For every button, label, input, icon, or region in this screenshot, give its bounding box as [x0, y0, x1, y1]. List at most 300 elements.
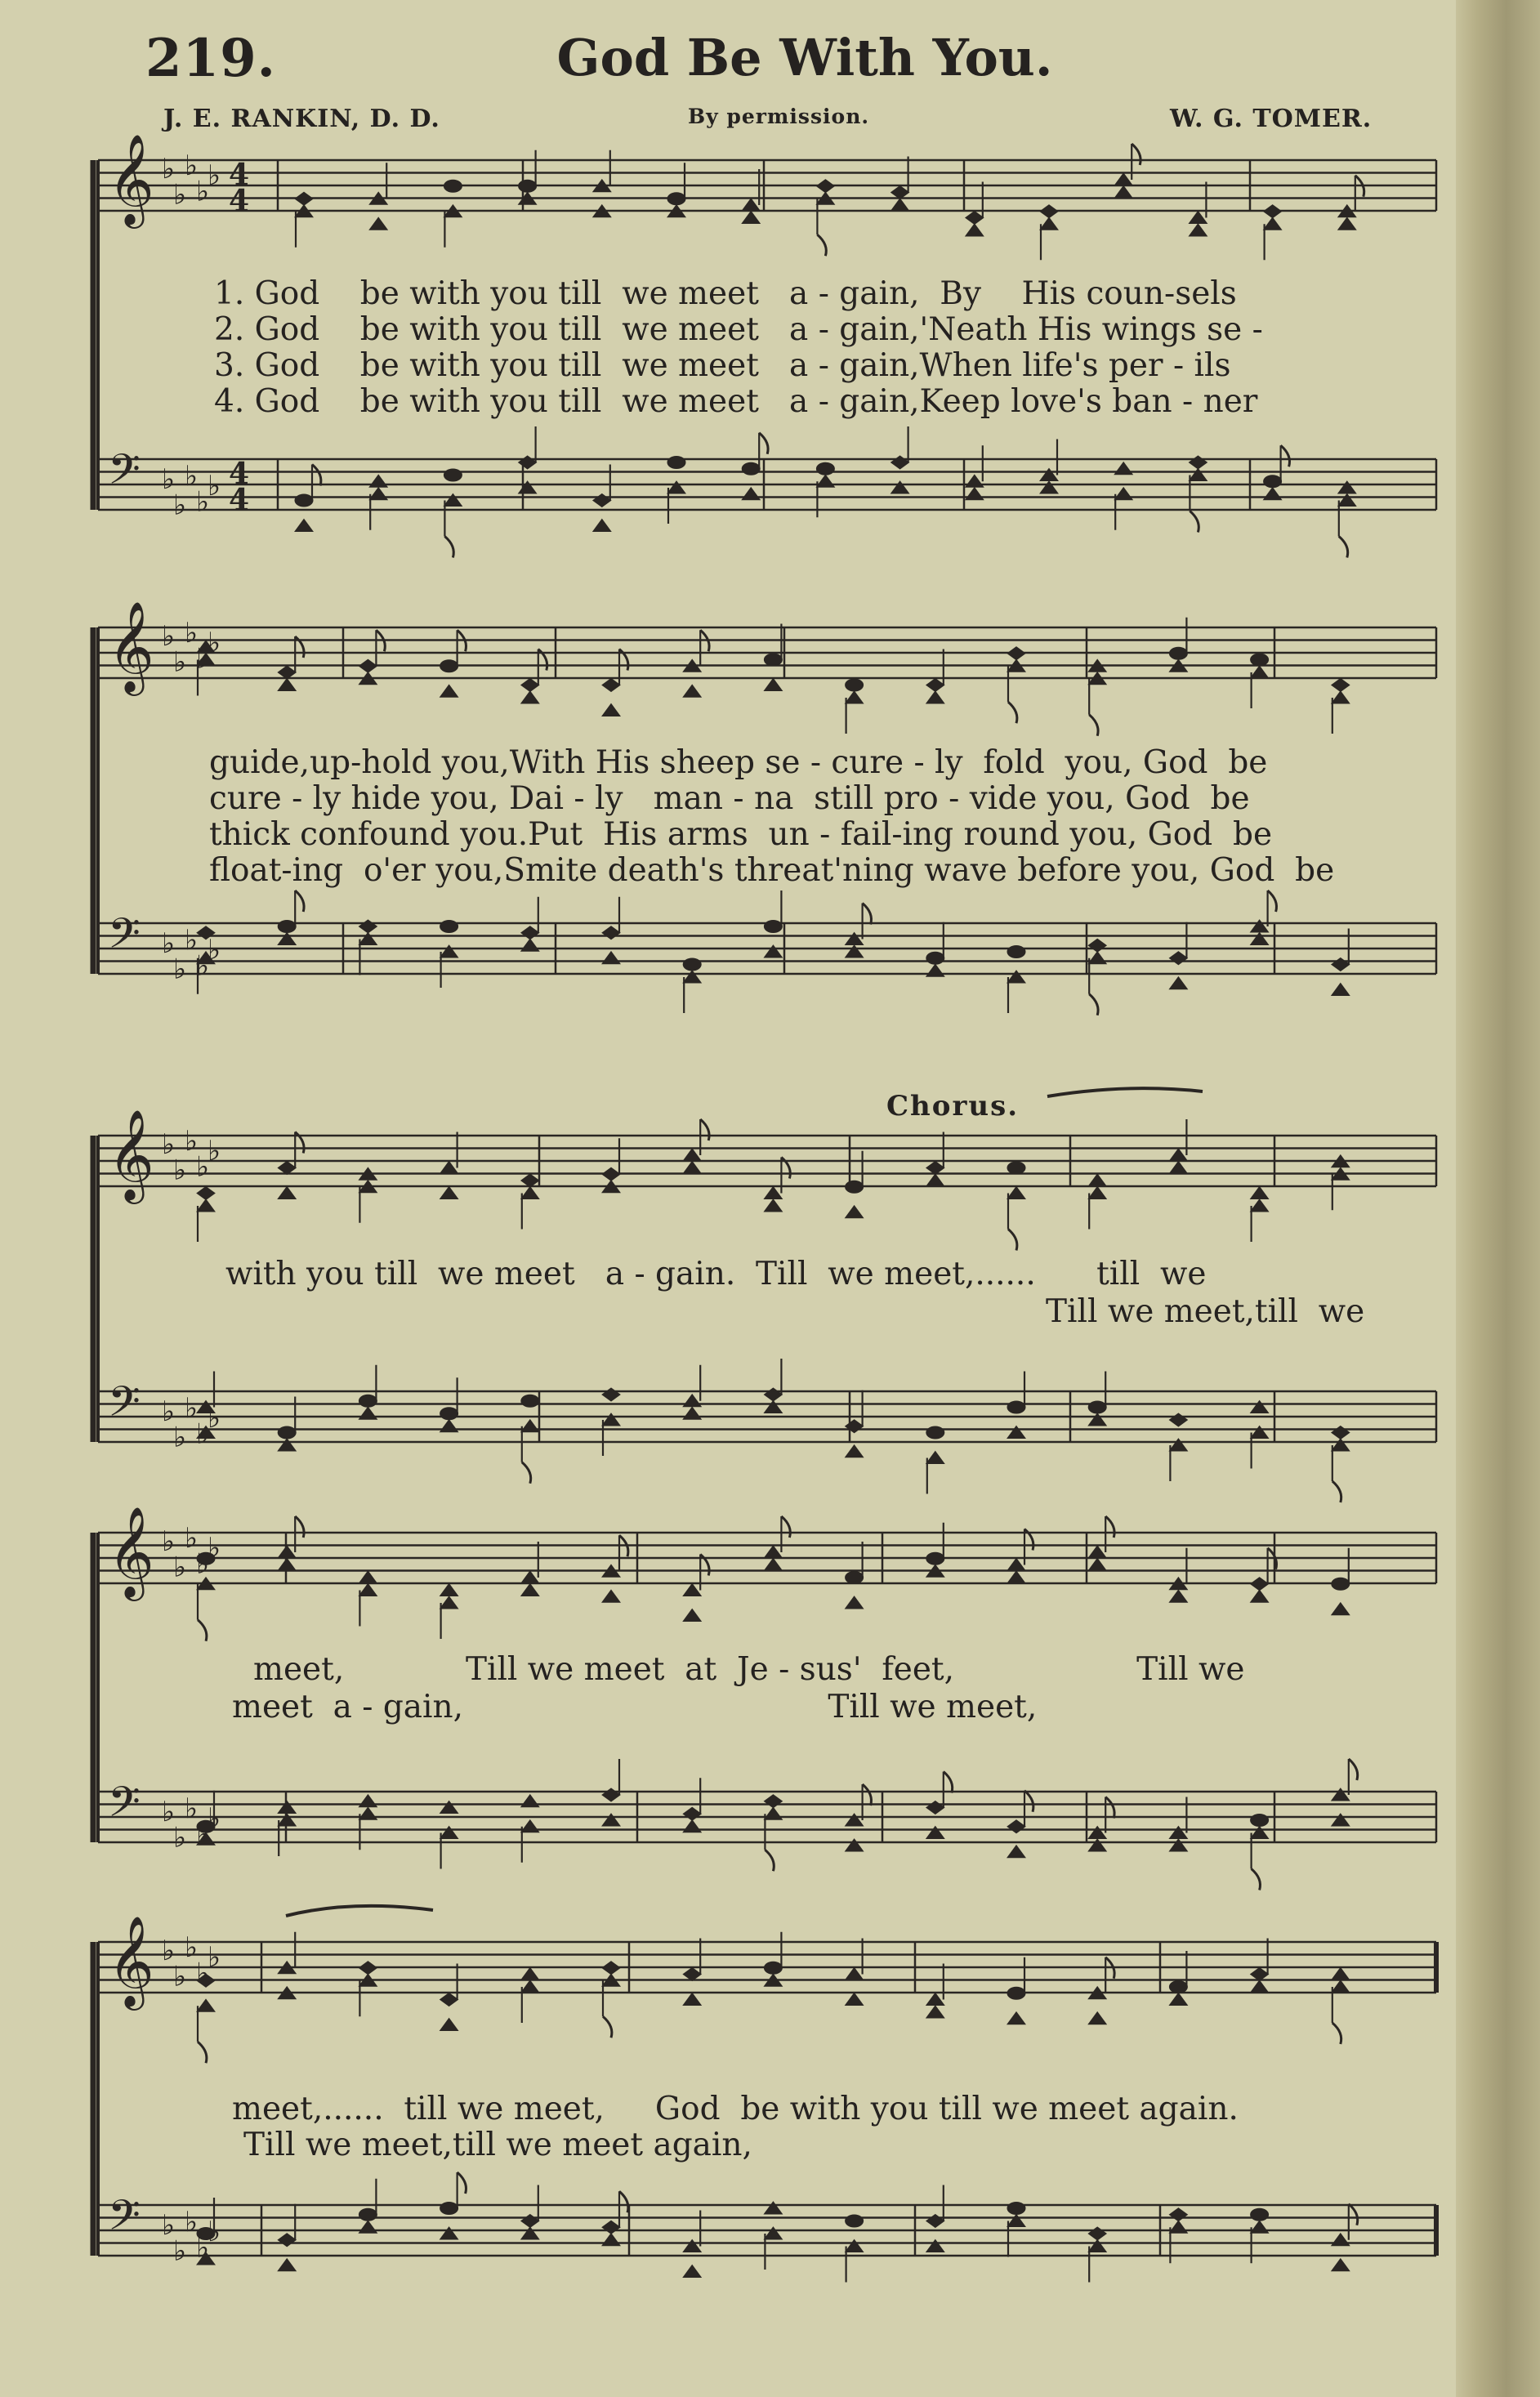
bass-clef: 𝄢	[108, 1377, 141, 1436]
note-head	[197, 1199, 215, 1212]
note-head	[369, 217, 387, 230]
note-flag	[1089, 715, 1098, 736]
note-head	[846, 945, 864, 957]
note-head	[1169, 1413, 1187, 1426]
note-head	[1264, 217, 1282, 230]
note-head	[966, 488, 984, 500]
note-head	[683, 1968, 701, 1981]
flat-sign: ♭	[208, 1801, 221, 1835]
bass-clef: 𝄢	[108, 908, 141, 968]
note-head	[926, 964, 944, 976]
note-head	[764, 1962, 782, 1974]
note-head	[521, 1571, 539, 1583]
note-head	[1169, 2221, 1187, 2233]
flat-sign: ♭	[162, 2209, 176, 2242]
flat-sign: ♭	[196, 2231, 210, 2265]
flat-sign: ♭	[196, 1957, 210, 1990]
note-head	[683, 1807, 701, 1820]
note-head	[278, 666, 296, 679]
note-flag	[1339, 537, 1348, 558]
note-head	[683, 1395, 701, 1407]
note-head	[602, 704, 620, 716]
slur	[286, 1906, 433, 1916]
bass-staff	[98, 1391, 1436, 1442]
note-head	[521, 2227, 539, 2239]
flat-sign: ♭	[196, 175, 210, 208]
flat-sign: ♭	[196, 642, 210, 676]
note-head	[926, 1552, 944, 1565]
flat-sign: ♭	[185, 1125, 199, 1158]
note-flag	[1089, 994, 1098, 1015]
note-head	[1040, 469, 1058, 481]
note-head	[1338, 217, 1356, 230]
treble-clef: 𝄞	[108, 1506, 154, 1597]
treble-clef: 𝄞	[108, 1915, 154, 2006]
note-head	[602, 1962, 620, 1975]
note-head	[1007, 2012, 1025, 2024]
note-head	[891, 481, 909, 493]
treble-staff	[98, 1136, 1436, 1186]
note-flag	[1190, 511, 1199, 533]
note-head	[764, 679, 782, 691]
chorus-label: Chorus.	[886, 1090, 1020, 1123]
time-signature-bottom: 4	[229, 184, 250, 218]
note-head	[197, 1187, 215, 1200]
note-head	[440, 2203, 458, 2215]
verse2-line-system2: cure - ly hide you, Dai - ly man - na still pro - vide you, God be	[209, 780, 1250, 817]
note-head	[1088, 1401, 1106, 1413]
note-head	[1007, 1162, 1025, 1174]
note-flag	[700, 1119, 709, 1140]
note-head	[683, 1162, 701, 1174]
note-head	[602, 2221, 620, 2234]
note-head	[1251, 1426, 1269, 1439]
note-flag	[1008, 702, 1017, 723]
note-head	[846, 679, 864, 691]
note-head	[1189, 456, 1207, 469]
note-head	[764, 1807, 782, 1819]
note-head	[1251, 1590, 1269, 1602]
note-head	[1332, 679, 1350, 692]
note-head	[1007, 946, 1025, 958]
note-head	[444, 494, 462, 507]
note-head	[1088, 1174, 1106, 1186]
note-head	[742, 488, 760, 500]
note-head	[1251, 1814, 1269, 1827]
note-head	[764, 1388, 782, 1401]
note-head	[1088, 2012, 1106, 2024]
note-head	[278, 1814, 296, 1826]
treble-staff	[98, 160, 1436, 211]
note-head	[764, 2202, 782, 2214]
note-head	[1007, 1820, 1025, 1833]
note-head	[359, 2221, 377, 2233]
note-head	[1169, 952, 1187, 965]
note-head	[602, 679, 620, 692]
note-head	[846, 2215, 864, 2227]
note-head	[926, 1452, 944, 1464]
note-head	[521, 1980, 539, 1993]
note-head	[1169, 1839, 1187, 1851]
note-head	[519, 456, 537, 469]
note-head	[1088, 1187, 1106, 1199]
note-head	[1040, 205, 1058, 218]
note-head	[683, 971, 701, 983]
note-flag	[781, 1516, 790, 1538]
note-head	[521, 2215, 539, 2228]
flat-sign: ♭	[162, 1395, 176, 1428]
note-head	[1007, 1401, 1025, 1413]
note-head	[1169, 977, 1187, 989]
note-head	[846, 1814, 864, 1826]
flat-sign: ♭	[173, 1551, 187, 1584]
note-head	[1338, 494, 1356, 507]
note-head	[440, 1408, 458, 1420]
note-head	[1088, 2227, 1106, 2240]
verse4-line-system1: 4. God be with you till we meet a - gain,Keep love's ban - ner	[214, 383, 1258, 420]
note-head	[1332, 958, 1350, 971]
note-head	[846, 2240, 864, 2252]
note-head	[764, 1559, 782, 1571]
note-head	[295, 192, 313, 205]
note-head	[683, 1820, 701, 1832]
note-head	[1007, 1559, 1025, 1571]
note-head	[1007, 1846, 1025, 1858]
note-head	[278, 1162, 296, 1175]
note-head	[926, 1162, 944, 1175]
note-head	[742, 462, 760, 475]
verse2-line-system1: 2. God be with you till we meet a - gain,'Neath His wings se -	[214, 311, 1263, 348]
flat-sign: ♭	[173, 1154, 187, 1187]
flat-sign: ♭	[185, 2206, 199, 2239]
note-head	[1007, 1571, 1025, 1583]
note-head	[846, 1839, 864, 1851]
note-head	[846, 933, 864, 945]
note-head	[521, 1820, 539, 1832]
note-head	[440, 1187, 458, 1199]
flat-sign: ♭	[208, 933, 221, 966]
note-head	[1007, 1426, 1025, 1439]
note-flag	[863, 1784, 872, 1806]
note-head	[1264, 475, 1282, 488]
flat-sign: ♭	[162, 1128, 176, 1161]
flat-sign: ♭	[208, 469, 221, 502]
flat-sign: ♭	[173, 178, 187, 212]
note-head	[602, 1788, 620, 1801]
note-head	[359, 1571, 377, 1583]
note-head	[278, 1187, 296, 1199]
bass-clef: 𝄢	[108, 444, 141, 504]
flat-sign: ♭	[173, 1960, 187, 1993]
note-flag	[603, 2016, 612, 2038]
note-head	[593, 520, 611, 532]
note-head	[602, 1590, 620, 1602]
note-head	[278, 1439, 296, 1451]
note-head	[521, 1795, 539, 1807]
flat-sign: ♭	[162, 1525, 176, 1558]
note-head	[521, 1395, 539, 1407]
note-flag	[198, 2042, 207, 2063]
note-head	[1169, 1439, 1187, 1451]
note-head	[1332, 2234, 1350, 2246]
note-head	[683, 1584, 701, 1596]
note-head	[683, 1149, 701, 1161]
note-head	[440, 1162, 458, 1174]
note-head	[1169, 1993, 1187, 2006]
note-head	[926, 2240, 944, 2252]
treble-staff	[98, 627, 1436, 678]
note-head	[519, 180, 537, 192]
note-head	[764, 921, 782, 933]
note-head	[926, 1993, 944, 2006]
flat-sign: ♭	[185, 1931, 199, 1965]
note-head	[1332, 1788, 1350, 1801]
note-head	[295, 494, 313, 507]
note-head	[966, 212, 984, 225]
note-head	[1088, 1413, 1106, 1426]
note-head	[278, 2234, 296, 2247]
note-flag	[1332, 2023, 1341, 2044]
note-head	[926, 1426, 944, 1439]
note-head	[846, 1596, 864, 1609]
note-flag	[1281, 445, 1290, 466]
note-head	[846, 1181, 864, 1193]
note-head	[816, 475, 834, 487]
note-flag	[619, 2191, 628, 2212]
note-head	[519, 481, 537, 493]
flat-sign: ♭	[173, 645, 187, 679]
note-head	[440, 1827, 458, 1839]
note-head	[1332, 2259, 1350, 2271]
note-head	[1332, 1603, 1350, 1615]
note-head	[667, 457, 685, 469]
note-head	[846, 1968, 864, 1980]
flat-sign: ♭	[208, 1940, 221, 1974]
note-head	[891, 186, 909, 199]
slur	[1047, 1088, 1203, 1096]
note-flag	[1252, 1869, 1261, 1890]
flat-sign: ♭	[173, 489, 187, 522]
note-head	[278, 679, 296, 691]
note-head	[369, 488, 387, 500]
note-head	[278, 921, 296, 933]
note-head	[846, 691, 864, 703]
note-head	[278, 1546, 296, 1558]
flat-sign: ♭	[162, 927, 176, 960]
flat-sign: ♭	[173, 1821, 187, 1855]
note-head	[1114, 488, 1132, 500]
note-head	[764, 1187, 782, 1199]
verse1-line-system2: guide,up-hold you,With His sheep se - cure - ly fold you, God be	[209, 744, 1268, 781]
note-head	[521, 679, 539, 692]
note-head	[1007, 2215, 1025, 2227]
note-head	[602, 1167, 620, 1181]
note-head	[1251, 1199, 1269, 1212]
note-head	[1332, 1426, 1350, 1440]
note-head	[1040, 481, 1058, 493]
note-head	[278, 1559, 296, 1571]
note-head	[521, 1584, 539, 1596]
flat-sign: ♭	[185, 460, 199, 493]
note-head	[602, 952, 620, 964]
note-head	[1088, 939, 1106, 952]
note-flag	[295, 1516, 304, 1538]
chorus-line-system4: meet, Till we meet at Je - sus' feet, Till we	[253, 1651, 1245, 1688]
chorus-echo-system3: Till we meet,till we	[1046, 1293, 1365, 1330]
note-head	[846, 1993, 864, 2006]
note-head	[359, 1795, 377, 1807]
note-flag	[1332, 1481, 1341, 1502]
chorus-echo-system4: meet a - gain, Till we meet,	[232, 1689, 1038, 1725]
note-head	[1169, 647, 1187, 659]
note-head	[1169, 2208, 1187, 2221]
note-head	[1251, 1187, 1269, 1199]
flat-sign: ♭	[173, 1421, 187, 1454]
note-head	[1169, 1162, 1187, 1174]
note-flag	[1268, 891, 1277, 912]
note-head	[1264, 488, 1282, 500]
time-signature-top: 4	[229, 457, 250, 491]
note-head	[1251, 1968, 1269, 1981]
note-head	[764, 1401, 782, 1413]
time-signature-top: 4	[229, 158, 250, 192]
note-head	[440, 921, 458, 933]
note-head	[1338, 481, 1356, 493]
note-head	[1251, 1578, 1269, 1591]
note-head	[359, 1807, 377, 1819]
note-head	[683, 958, 701, 971]
flat-sign: ♭	[185, 617, 199, 650]
note-head	[764, 2227, 782, 2239]
note-head	[278, 1426, 296, 1439]
flat-sign: ♭	[173, 2234, 187, 2268]
chorus-echo-system5: Till we meet,till we meet again,	[243, 2127, 752, 2163]
note-flag	[312, 465, 321, 486]
note-flag	[1349, 1759, 1358, 1780]
note-head	[1169, 1981, 1187, 1993]
note-head	[278, 1801, 296, 1814]
flat-sign: ♭	[185, 1522, 199, 1556]
note-head	[521, 939, 539, 951]
note-head	[1251, 1401, 1269, 1413]
note-head	[764, 654, 782, 666]
note-head	[444, 469, 462, 481]
note-head	[440, 2019, 458, 2031]
note-head	[1251, 933, 1269, 945]
note-head	[602, 926, 620, 940]
note-head	[683, 2265, 701, 2278]
note-head	[359, 1395, 377, 1407]
note-head	[1332, 1968, 1350, 1980]
note-head	[521, 1420, 539, 1432]
note-head	[1169, 1149, 1187, 1161]
note-head	[1088, 1559, 1106, 1571]
note-head	[846, 1572, 864, 1584]
note-head	[846, 1445, 864, 1457]
note-head	[966, 224, 984, 236]
note-flag	[1008, 1230, 1017, 1251]
note-head	[1088, 2240, 1106, 2252]
note-head	[1332, 984, 1350, 996]
chorus-line-system5: meet,...... till we meet, God be with you till we meet again.	[232, 2091, 1239, 2127]
note-head	[742, 212, 760, 224]
flat-sign: ♭	[162, 1796, 176, 1828]
note-head	[1114, 173, 1132, 185]
note-head	[1189, 224, 1207, 236]
note-flag	[295, 891, 304, 912]
flat-sign: ♭	[162, 1935, 176, 1967]
note-head	[521, 1187, 539, 1199]
note-head	[683, 685, 701, 697]
note-flag	[1132, 144, 1140, 165]
note-head	[846, 1420, 864, 1433]
verse3-line-system2: thick confound you.Put His arms un - fail-ing round you, God be	[209, 816, 1273, 853]
note-head	[359, 933, 377, 945]
note-head	[440, 1993, 458, 2006]
note-head	[359, 2208, 377, 2221]
note-head	[1251, 2221, 1269, 2233]
flat-sign: ♭	[196, 1547, 210, 1581]
note-head	[1251, 1980, 1269, 1993]
treble-clef: 𝄞	[108, 600, 154, 692]
note-flag	[1024, 1791, 1033, 1812]
flat-sign: ♭	[162, 153, 176, 185]
note-head	[440, 1596, 458, 1609]
note-flag	[198, 1620, 207, 1641]
note-head	[1007, 1187, 1025, 1199]
note-head	[1169, 1590, 1187, 1602]
note-head	[926, 691, 944, 703]
verse4-line-system2: float-ing o'er you,Smite death's threat'ning wave before you, God be	[209, 852, 1335, 889]
note-head	[602, 1413, 620, 1426]
note-head	[926, 2215, 944, 2228]
note-head	[667, 481, 685, 493]
note-head	[197, 1999, 215, 2011]
note-head	[966, 475, 984, 487]
note-head	[1251, 920, 1269, 932]
flat-sign: ♭	[208, 2215, 221, 2248]
note-head	[1332, 1814, 1350, 1826]
note-head	[359, 1407, 377, 1419]
note-head	[1114, 186, 1132, 199]
note-head	[667, 193, 685, 205]
note-head	[278, 933, 296, 945]
note-head	[1007, 1987, 1025, 1999]
flat-sign: ♭	[185, 1792, 199, 1826]
chorus-line-system3: with you till we meet a - gain. Till we meet,...... till we	[225, 1256, 1207, 1292]
note-head	[816, 180, 834, 193]
note-head	[359, 1962, 377, 1975]
note-head	[1332, 1439, 1350, 1451]
note-head	[683, 1993, 701, 2006]
note-head	[602, 1814, 620, 1826]
flat-sign: ♭	[196, 1417, 210, 1451]
note-head	[1040, 217, 1058, 230]
note-flag	[1105, 1516, 1114, 1538]
note-head	[1189, 469, 1207, 481]
note-head	[926, 1174, 944, 1186]
note-head	[926, 1801, 944, 1814]
note-flag	[522, 1462, 531, 1484]
note-head	[1332, 1578, 1350, 1590]
flat-sign: ♭	[185, 924, 199, 957]
note-head	[764, 1546, 782, 1558]
bass-clef: 𝄢	[108, 1777, 141, 1837]
note-head	[602, 2234, 620, 2246]
treble-clef: 𝄞	[108, 133, 154, 225]
note-head	[521, 691, 539, 703]
note-head	[1251, 654, 1269, 666]
